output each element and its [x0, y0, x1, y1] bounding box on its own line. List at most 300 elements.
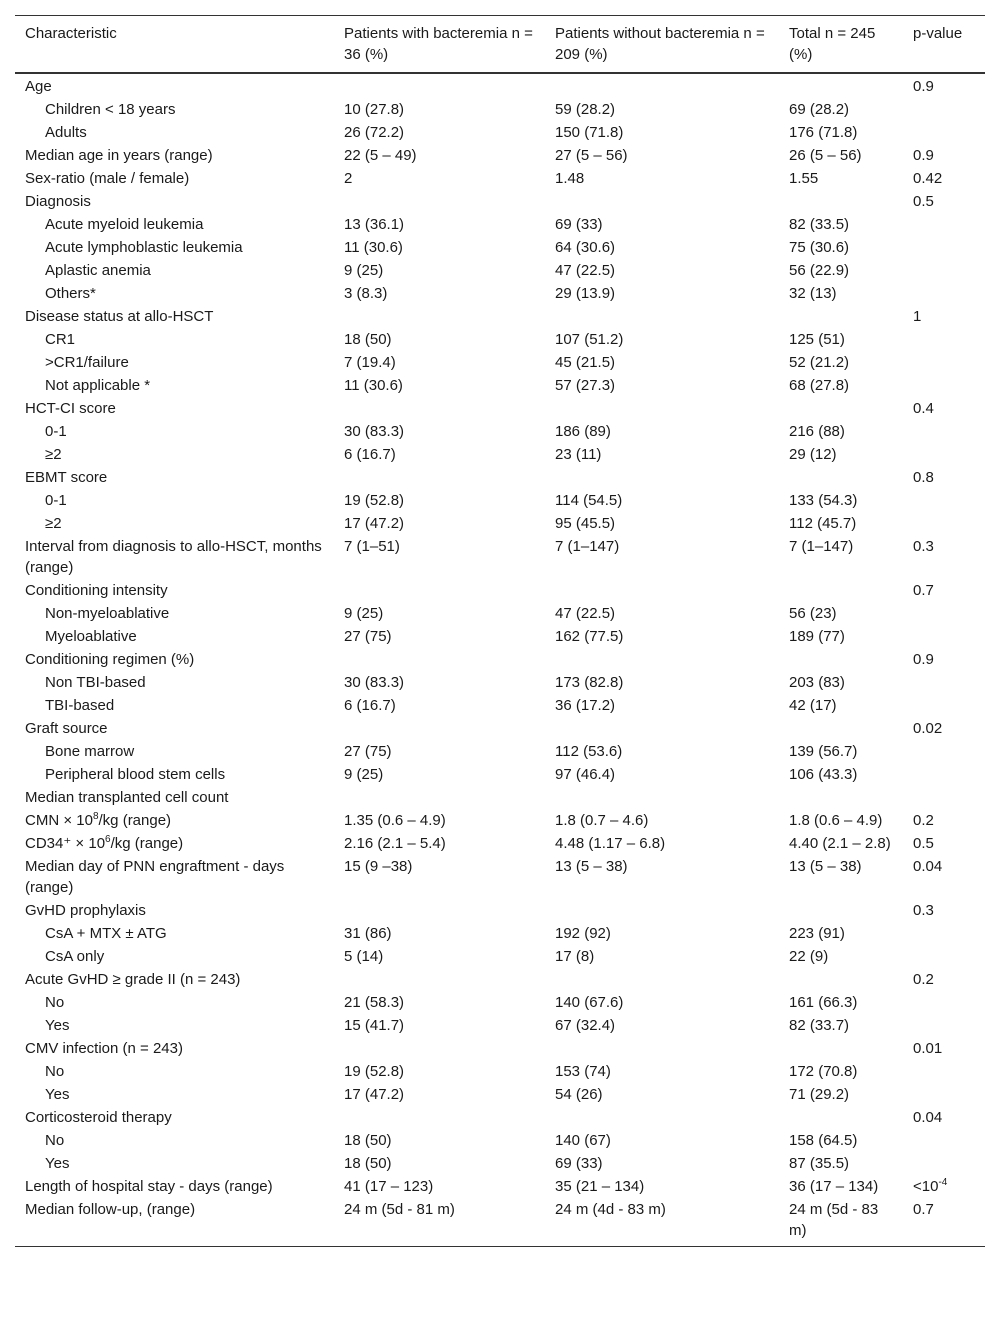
without-bacteremia-cell: 140 (67) [555, 1132, 611, 1149]
characteristic-cell [15, 305, 334, 328]
total-cell [779, 968, 903, 991]
without-bacteremia-cell [545, 648, 779, 671]
characteristic-cell [15, 1198, 334, 1247]
without-bacteremia-cell: 59 (28.2) [555, 101, 616, 118]
p-value-cell [903, 466, 985, 489]
with-bacteremia-cell [334, 899, 545, 922]
p-value-cell [903, 512, 985, 535]
with-bacteremia-cell [334, 1106, 545, 1129]
without-bacteremia-cell: 107 (51.2) [555, 331, 624, 348]
total-cell: 87 (35.5) [789, 1155, 850, 1172]
table-row [15, 786, 985, 809]
with-bacteremia-cell: 31 (86) [344, 925, 392, 942]
table-row [15, 121, 985, 144]
characteristic-cell [15, 98, 334, 121]
table-body [15, 73, 985, 1247]
total-cell: 139 (56.7) [789, 743, 858, 760]
without-bacteremia-cell: 97 (46.4) [555, 766, 616, 783]
with-bacteremia-cell: 10 (27.8) [344, 101, 405, 118]
characteristic-label: CR1 [45, 331, 76, 348]
characteristic-label-unit: /kg (range) [110, 835, 184, 852]
table-row [15, 98, 985, 121]
characteristic-label: Not applicable * [45, 377, 151, 394]
without-bacteremia-cell: 150 (71.8) [555, 124, 624, 141]
table-row [15, 351, 985, 374]
characteristic-cell [15, 351, 334, 374]
characteristic-cell [15, 73, 334, 98]
without-bacteremia-cell [545, 397, 779, 420]
with-bacteremia-cell: 15 (9 –38) [344, 858, 413, 875]
characteristic-cell [15, 786, 334, 809]
characteristic-label: No [45, 1132, 65, 1149]
total-cell [779, 648, 903, 671]
p-value: 0.04 [913, 858, 943, 875]
p-value-cell [903, 694, 985, 717]
table-row [15, 1060, 985, 1083]
with-bacteremia-cell: 17 (47.2) [344, 1086, 405, 1103]
with-bacteremia-cell: 2 [344, 170, 353, 187]
total-cell [779, 1037, 903, 1060]
p-value-cell [903, 167, 985, 190]
characteristic-label: Adults [45, 124, 87, 141]
total-cell: 71 (29.2) [789, 1086, 850, 1103]
without-bacteremia-cell [545, 717, 779, 740]
with-bacteremia-cell: 5 (14) [344, 948, 384, 965]
characteristics-table [15, 15, 985, 1247]
with-bacteremia-cell: 9 (25) [344, 262, 384, 279]
p-value-exponent: -4 [938, 1177, 948, 1188]
p-value-cell [903, 535, 985, 579]
table-row [15, 1198, 985, 1247]
table-row [15, 282, 985, 305]
total-cell: 158 (64.5) [789, 1132, 858, 1149]
without-bacteremia-cell: 95 (45.5) [555, 515, 616, 532]
without-bacteremia-cell: 186 (89) [555, 423, 611, 440]
without-bacteremia-cell [545, 466, 779, 489]
without-bacteremia-cell: 192 (92) [555, 925, 611, 942]
characteristic-cell [15, 167, 334, 190]
table-row [15, 1083, 985, 1106]
characteristic-cell [15, 236, 334, 259]
characteristic-label: 0-1 [45, 492, 67, 509]
p-value: 0.7 [913, 582, 934, 599]
with-bacteremia-cell [334, 579, 545, 602]
characteristic-cell [15, 466, 334, 489]
total-cell [779, 305, 903, 328]
characteristic-cell [15, 512, 334, 535]
without-bacteremia-cell: 47 (22.5) [555, 262, 616, 279]
with-bacteremia-cell [334, 648, 545, 671]
p-value: 0.9 [913, 651, 934, 668]
p-value-cell [903, 740, 985, 763]
total-cell: 75 (30.6) [789, 239, 850, 256]
total-cell: 189 (77) [789, 628, 845, 645]
characteristic-label: Median follow-up, (range) [25, 1201, 196, 1218]
p-value: 0.5 [913, 193, 934, 210]
total-cell: 26 (5 – 56) [789, 147, 862, 164]
table-row [15, 512, 985, 535]
characteristic-label: >CR1/failure [45, 354, 129, 371]
characteristic-cell [15, 740, 334, 763]
characteristic-label: CMV infection (n = 243) [25, 1040, 183, 1057]
table-row [15, 73, 985, 98]
characteristic-label: Children < 18 years [45, 101, 176, 118]
p-value-cell [903, 1014, 985, 1037]
total-cell: 36 (17 – 134) [789, 1178, 879, 1195]
without-bacteremia-cell: 54 (26) [555, 1086, 603, 1103]
total-cell: 56 (22.9) [789, 262, 850, 279]
characteristic-cell [15, 443, 334, 466]
header-characteristic: Characteristic [25, 25, 117, 42]
without-bacteremia-cell: 4.48 (1.17 – 6.8) [555, 835, 666, 852]
total-cell: 22 (9) [789, 948, 829, 965]
table-row [15, 167, 985, 190]
p-value-cell [903, 922, 985, 945]
with-bacteremia-cell: 17 (47.2) [344, 515, 405, 532]
table-row [15, 259, 985, 282]
table-row [15, 671, 985, 694]
without-bacteremia-cell: 114 (54.5) [555, 492, 623, 509]
p-value-cell [903, 809, 985, 832]
without-bacteremia-cell: 69 (33) [555, 216, 603, 233]
characteristic-cell [15, 855, 334, 899]
p-value-cell [903, 374, 985, 397]
with-bacteremia-cell: 30 (83.3) [344, 674, 405, 691]
table-row [15, 328, 985, 351]
characteristic-label: Non TBI-based [45, 674, 146, 691]
p-value-cell [903, 648, 985, 671]
p-value: 1 [913, 308, 922, 325]
characteristic-cell [15, 397, 334, 420]
without-bacteremia-cell [545, 1106, 779, 1129]
total-cell: 161 (66.3) [789, 994, 858, 1011]
p-value-cell [903, 305, 985, 328]
characteristic-cell [15, 832, 334, 855]
characteristic-label: Age [25, 78, 52, 95]
characteristic-cell [15, 991, 334, 1014]
characteristic-label: Aplastic anemia [45, 262, 151, 279]
without-bacteremia-cell: 173 (82.8) [555, 674, 624, 691]
with-bacteremia-cell [334, 466, 545, 489]
total-cell: 4.40 (2.1 – 2.8) [789, 835, 891, 852]
characteristic-cell [15, 190, 334, 213]
with-bacteremia-cell: 7 (1–51) [344, 538, 400, 555]
p-value-cell [903, 144, 985, 167]
with-bacteremia-cell: 27 (75) [344, 628, 392, 645]
p-value-cell [903, 236, 985, 259]
with-bacteremia-cell: 9 (25) [344, 605, 384, 622]
table-row [15, 1175, 985, 1198]
characteristic-label: Conditioning regimen (%) [25, 651, 195, 668]
with-bacteremia-cell: 19 (52.8) [344, 492, 405, 509]
with-bacteremia-cell [334, 1037, 545, 1060]
without-bacteremia-cell: 36 (17.2) [555, 697, 616, 714]
characteristic-cell [15, 1060, 334, 1083]
total-cell: 69 (28.2) [789, 101, 850, 118]
p-value-cell [903, 945, 985, 968]
without-bacteremia-cell: 35 (21 – 134) [555, 1178, 645, 1195]
p-value-cell [903, 259, 985, 282]
characteristic-label: TBI-based [45, 697, 115, 714]
with-bacteremia-cell: 2.16 (2.1 – 5.4) [344, 835, 446, 852]
characteristic-cell [15, 213, 334, 236]
characteristic-label: Yes [45, 1017, 70, 1034]
exponent: 8 [92, 811, 99, 822]
characteristic-cell [15, 968, 334, 991]
without-bacteremia-cell: 1.8 (0.7 – 4.6) [555, 812, 649, 829]
table-container [15, 15, 985, 1247]
p-value-cell [903, 786, 985, 809]
p-value-cell [903, 1037, 985, 1060]
total-cell [779, 899, 903, 922]
p-value-cell [903, 73, 985, 98]
with-bacteremia-cell: 21 (58.3) [344, 994, 405, 1011]
characteristic-label: ≥2 [45, 515, 62, 532]
with-bacteremia-cell: 11 (30.6) [344, 239, 403, 256]
table-row [15, 443, 985, 466]
table-row [15, 717, 985, 740]
p-value: 0.3 [913, 538, 934, 555]
characteristic-cell [15, 1037, 334, 1060]
table-row [15, 489, 985, 512]
p-value-cell [903, 397, 985, 420]
p-value-cell [903, 328, 985, 351]
without-bacteremia-cell [545, 305, 779, 328]
p-value-cell [903, 763, 985, 786]
without-bacteremia-cell [545, 899, 779, 922]
without-bacteremia-cell: 69 (33) [555, 1155, 603, 1172]
header-p-value: p-value [913, 25, 963, 42]
characteristic-cell [15, 945, 334, 968]
with-bacteremia-cell: 24 m (5d - 81 m) [344, 1201, 455, 1218]
without-bacteremia-cell: 13 (5 – 38) [555, 858, 628, 875]
p-value-cell [903, 1083, 985, 1106]
characteristic-label: Sex-ratio (male / female) [25, 170, 190, 187]
p-value-cell [903, 625, 985, 648]
p-value: 0.2 [913, 812, 934, 829]
with-bacteremia-cell: 6 (16.7) [344, 697, 396, 714]
table-row [15, 763, 985, 786]
characteristic-cell [15, 579, 334, 602]
total-cell: 203 (83) [789, 674, 845, 691]
with-bacteremia-cell [334, 305, 545, 328]
table-row [15, 648, 985, 671]
p-value-cell [903, 671, 985, 694]
characteristic-label: CsA + MTX ± ATG [45, 925, 167, 942]
p-value-cell [903, 1175, 985, 1198]
total-cell: 24 m (5d - 83 m) [789, 1201, 879, 1239]
p-value-cell [903, 899, 985, 922]
p-value-cell [903, 489, 985, 512]
without-bacteremia-cell: 7 (1–147) [555, 538, 620, 555]
p-value-cell [903, 968, 985, 991]
total-cell: 223 (91) [789, 925, 845, 942]
table-row [15, 945, 985, 968]
p-value-cell [903, 1198, 985, 1247]
characteristic-label: CsA only [45, 948, 105, 965]
with-bacteremia-cell: 6 (16.7) [344, 446, 396, 463]
characteristic-label: Myeloablative [45, 628, 137, 645]
p-value-cell [903, 579, 985, 602]
characteristic-label: CMN × 10 [25, 812, 93, 829]
without-bacteremia-cell: 47 (22.5) [555, 605, 616, 622]
total-cell [779, 786, 903, 809]
table-row [15, 968, 985, 991]
p-value-cell [903, 1152, 985, 1175]
total-cell [779, 73, 903, 98]
p-value-cell [903, 190, 985, 213]
p-value: 0.5 [913, 835, 934, 852]
p-value: 0.42 [913, 170, 943, 187]
characteristic-cell [15, 328, 334, 351]
total-cell: 133 (54.3) [789, 492, 858, 509]
table-row [15, 213, 985, 236]
total-cell: 52 (21.2) [789, 354, 850, 371]
total-cell: 176 (71.8) [789, 124, 858, 141]
without-bacteremia-cell: 17 (8) [555, 948, 595, 965]
without-bacteremia-cell [545, 190, 779, 213]
characteristic-label: Conditioning intensity [25, 582, 168, 599]
characteristic-label: Disease status at allo-HSCT [25, 308, 214, 325]
total-cell [779, 717, 903, 740]
total-cell [779, 190, 903, 213]
characteristic-cell [15, 1129, 334, 1152]
table-row [15, 305, 985, 328]
table-row [15, 991, 985, 1014]
characteristic-cell [15, 259, 334, 282]
with-bacteremia-cell: 9 (25) [344, 766, 384, 783]
header-without-bacteremia: Patients without bacteremia n = 209 (%) [555, 25, 765, 63]
p-value: 0.9 [913, 147, 934, 164]
table-header [15, 16, 985, 74]
characteristic-label: ≥2 [45, 446, 62, 463]
with-bacteremia-cell [334, 397, 545, 420]
characteristic-cell [15, 489, 334, 512]
characteristic-cell [15, 121, 334, 144]
header-total: Total n = 245 (%) [789, 25, 876, 63]
table-row [15, 1106, 985, 1129]
p-value: 0.4 [913, 400, 934, 417]
characteristic-label: No [45, 1063, 65, 1080]
total-cell [779, 579, 903, 602]
p-value: <10 [913, 1178, 939, 1195]
characteristic-label: Corticosteroid therapy [25, 1109, 172, 1126]
characteristic-label: CD34⁺ × 10 [25, 835, 106, 852]
total-cell: 106 (43.3) [789, 766, 858, 783]
table-row [15, 236, 985, 259]
without-bacteremia-cell: 29 (13.9) [555, 285, 616, 302]
total-cell: 56 (23) [789, 605, 837, 622]
characteristic-label: Bone marrow [45, 743, 135, 760]
with-bacteremia-cell: 18 (50) [344, 1155, 392, 1172]
header-with-bacteremia: Patients with bacteremia n = 36 (%) [344, 25, 533, 63]
total-cell: 216 (88) [789, 423, 845, 440]
characteristic-label: No [45, 994, 65, 1011]
without-bacteremia-cell: 27 (5 – 56) [555, 147, 628, 164]
characteristic-cell [15, 717, 334, 740]
characteristic-label: Non-myeloablative [45, 605, 170, 622]
characteristic-label: 0-1 [45, 423, 67, 440]
characteristic-label: Acute lymphoblastic leukemia [45, 239, 243, 256]
characteristic-label: GvHD prophylaxis [25, 902, 146, 919]
with-bacteremia-cell: 27 (75) [344, 743, 392, 760]
p-value: 0.04 [913, 1109, 943, 1126]
characteristic-label: Graft source [25, 720, 108, 737]
total-cell: 1.55 [789, 170, 819, 187]
total-cell: 82 (33.5) [789, 216, 850, 233]
with-bacteremia-cell: 3 (8.3) [344, 285, 388, 302]
table-row [15, 374, 985, 397]
characteristic-cell [15, 1175, 334, 1198]
with-bacteremia-cell: 19 (52.8) [344, 1063, 405, 1080]
characteristic-label: Peripheral blood stem cells [45, 766, 226, 783]
characteristic-cell [15, 1152, 334, 1175]
with-bacteremia-cell: 30 (83.3) [344, 423, 405, 440]
table-row [15, 397, 985, 420]
table-row [15, 1152, 985, 1175]
p-value-cell [903, 1106, 985, 1129]
without-bacteremia-cell [545, 579, 779, 602]
p-value-cell [903, 855, 985, 899]
without-bacteremia-cell: 57 (27.3) [555, 377, 616, 394]
table-row [15, 602, 985, 625]
without-bacteremia-cell: 67 (32.4) [555, 1017, 616, 1034]
total-cell: 68 (27.8) [789, 377, 850, 394]
characteristic-label: Median day of PNN engraftment - days (range) [25, 858, 285, 896]
p-value: 0.8 [913, 469, 934, 486]
table-row [15, 832, 985, 855]
characteristic-cell [15, 374, 334, 397]
table-row [15, 1037, 985, 1060]
without-bacteremia-cell: 162 (77.5) [555, 628, 624, 645]
characteristic-label: Acute GvHD ≥ grade II (n = 243) [25, 971, 241, 988]
characteristic-label: Acute myeloid leukemia [45, 216, 204, 233]
characteristic-cell [15, 763, 334, 786]
with-bacteremia-cell [334, 968, 545, 991]
p-value: 0.01 [913, 1040, 943, 1057]
total-cell: 7 (1–147) [789, 538, 854, 555]
with-bacteremia-cell: 15 (41.7) [344, 1017, 405, 1034]
p-value: 0.9 [913, 78, 934, 95]
p-value-cell [903, 282, 985, 305]
without-bacteremia-cell [545, 968, 779, 991]
without-bacteremia-cell: 1.48 [555, 170, 585, 187]
with-bacteremia-cell [334, 73, 545, 98]
table-row [15, 535, 985, 579]
characteristic-label: HCT-CI score [25, 400, 116, 417]
characteristic-cell [15, 420, 334, 443]
p-value-cell [903, 602, 985, 625]
total-cell: 29 (12) [789, 446, 837, 463]
p-value-cell [903, 351, 985, 374]
without-bacteremia-cell [545, 1037, 779, 1060]
characteristic-label: Length of hospital stay - days (range) [25, 1178, 273, 1195]
characteristic-cell [15, 671, 334, 694]
characteristic-cell [15, 602, 334, 625]
header-row [15, 16, 985, 74]
without-bacteremia-cell [545, 786, 779, 809]
characteristic-label: Yes [45, 1155, 70, 1172]
table-row [15, 579, 985, 602]
p-value-cell [903, 213, 985, 236]
with-bacteremia-cell: 1.35 (0.6 – 4.9) [344, 812, 446, 829]
with-bacteremia-cell: 26 (72.2) [344, 124, 405, 141]
total-cell: 125 (51) [789, 331, 845, 348]
without-bacteremia-cell: 153 (74) [555, 1063, 611, 1080]
table-row [15, 625, 985, 648]
table-row [15, 1129, 985, 1152]
characteristic-label: EBMT score [25, 469, 108, 486]
